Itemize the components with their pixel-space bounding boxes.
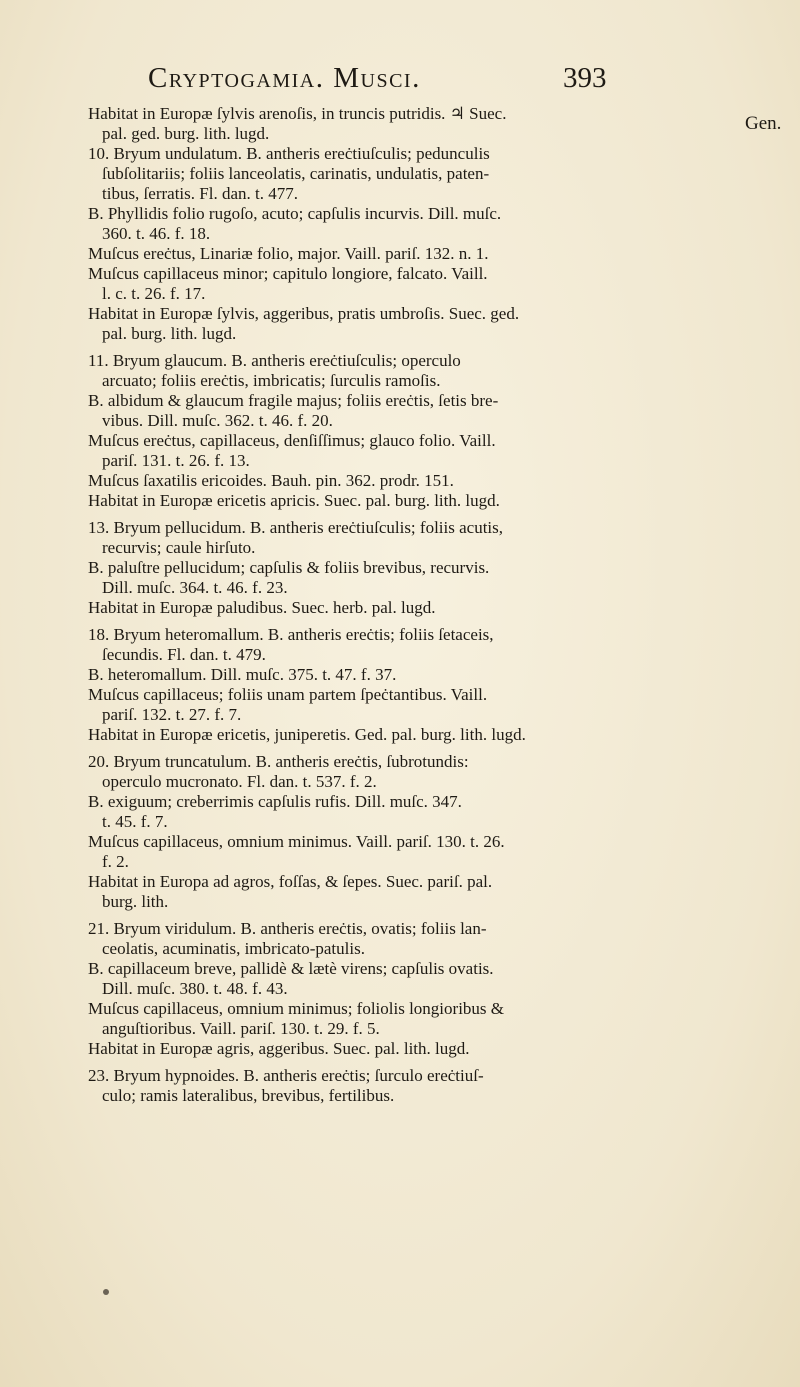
text-line: Muſcus ereċtus, Linariæ folio, major. Vaill. pariſ. 132. n. 1. bbox=[88, 244, 489, 263]
entry-heading: 20. Bryum truncatulum. B. antheris ereċtis, ſubrotundis: bbox=[88, 752, 469, 771]
ink-dot bbox=[103, 1289, 109, 1295]
entry-heading: 21. Bryum viridulum. B. antheris ereċtis, ovatis; foliis lan- bbox=[88, 919, 487, 938]
text-line: B. heteromallum. Dill. muſc. 375. t. 47. f. 37. bbox=[88, 665, 397, 684]
text-line: tibus, ſerratis. Fl. dan. t. 477. bbox=[102, 184, 298, 203]
text-line: t. 45. f. 7. bbox=[102, 812, 168, 831]
text-line: anguſtioribus. Vaill. pariſ. 130. t. 29. f. 5. bbox=[102, 1019, 380, 1038]
text-line: Habitat in Europæ ſylvis, aggeribus, pratis umbroſis. Suec. ged. bbox=[88, 304, 520, 323]
entry-heading: 18. Bryum heteromallum. B. antheris ereċtis; foliis ſetaceis, bbox=[88, 625, 494, 644]
entry-heading: 10. Bryum undulatum. B. antheris ereċtiuſculis; pedunculis bbox=[88, 144, 490, 163]
text-line: Habitat in Europæ ericetis, juniperetis. Ged. pal. burg. lith. lugd. bbox=[88, 725, 526, 744]
text-line: ſubſolitariis; foliis lanceolatis, carinatis, undulatis, paten- bbox=[102, 164, 490, 183]
text-line: 360. t. 46. f. 18. bbox=[102, 224, 211, 243]
text-line: Muſcus capillaceus, omnium minimus; foliolis longioribus & bbox=[88, 999, 505, 1018]
text-line: arcuato; foliis ereċtis, imbricatis; ſurculis ramoſis. bbox=[102, 371, 441, 390]
text-line: Habitat in Europæ paludibus. Suec. herb. pal. lugd. bbox=[88, 598, 436, 617]
text-line: Dill. muſc. 364. t. 46. f. 23. bbox=[102, 578, 288, 597]
text-line: Muſcus capillaceus minor; capitulo longiore, falcato. Vaill. bbox=[88, 264, 488, 283]
page-body bbox=[88, 104, 728, 1106]
text-line: burg. lith. bbox=[102, 892, 169, 911]
text-line: pal. ged. burg. lith. lugd. bbox=[102, 124, 270, 143]
text-line: B. exiguum; creberrimis capſulis rufis. Dill. muſc. 347. bbox=[88, 792, 462, 811]
text-line: culo; ramis lateralibus, brevibus, fertilibus. bbox=[102, 1086, 395, 1105]
entry-heading: 13. Bryum pellucidum. B. antheris ereċtiuſculis; foliis acutis, bbox=[88, 518, 504, 537]
text-line: ſecundis. Fl. dan. t. 479. bbox=[102, 645, 266, 664]
text-line: Muſcus ſaxatilis ericoides. Bauh. pin. 362. prodr. 151. bbox=[88, 471, 454, 490]
text-line: Habitat in Europa ad agros, foſſas, & ſepes. Suec. pariſ. pal. bbox=[88, 872, 493, 891]
text-line: vibus. Dill. muſc. 362. t. 46. f. 20. bbox=[102, 411, 333, 430]
text-line: recurvis; caule hirſuto. bbox=[102, 538, 256, 557]
text-line: pariſ. 132. t. 27. f. 7. bbox=[102, 705, 242, 724]
text-line: Muſcus ereċtus, capillaceus, denſiſſimus; glauco folio. Vaill. bbox=[88, 431, 496, 450]
margin-note: Gen. bbox=[745, 113, 782, 134]
text-line: B. capillaceum breve, pallidè & lætè virens; capſulis ovatis. bbox=[88, 959, 494, 978]
text-line: B. paluſtre pellucidum; capſulis & foliis brevibus, recurvis. bbox=[88, 558, 490, 577]
text-line: Dill. muſc. 380. t. 48. f. 43. bbox=[102, 979, 288, 998]
text-line: Muſcus capillaceus, omnium minimus. Vaill. pariſ. 130. t. 26. bbox=[88, 832, 505, 851]
text-line: Habitat in Europæ agris, aggeribus. Suec. pal. lith. lugd. bbox=[88, 1039, 470, 1058]
text-line: Habitat in Europæ ericetis apricis. Suec. pal. burg. lith. lugd. bbox=[88, 491, 500, 510]
page-number: 393 bbox=[563, 62, 607, 94]
entry-heading: 11. Bryum glaucum. B. antheris ereċtiuſculis; operculo bbox=[88, 351, 461, 370]
running-title: Cryptogamia. Musci. bbox=[148, 62, 421, 94]
text-line: B. albidum & glaucum fragile majus; foliis ereċtis, ſetis bre- bbox=[88, 391, 499, 410]
text-line: l. c. t. 26. f. 17. bbox=[102, 284, 206, 303]
text-line: Habitat in Europæ ſylvis arenoſis, in truncis putridis. ♃ Suec. bbox=[88, 104, 507, 123]
text-line: Muſcus capillaceus; foliis unam partem ſpeċtantibus. Vaill. bbox=[88, 685, 488, 704]
text-line: f. 2. bbox=[102, 852, 129, 871]
text-line: ceolatis, acuminatis, imbricato-patulis. bbox=[102, 939, 365, 958]
text-line: B. Phyllidis folio rugoſo, acuto; capſulis incurvis. Dill. muſc. bbox=[88, 204, 502, 223]
text-line: pal. burg. lith. lugd. bbox=[102, 324, 237, 343]
text-line: operculo mucronato. Fl. dan. t. 537. f. 2. bbox=[102, 772, 377, 791]
entry-heading: 23. Bryum hypnoides. B. antheris ereċtis; ſurculo ereċtiuſ- bbox=[88, 1066, 484, 1085]
text-line: pariſ. 131. t. 26. f. 13. bbox=[102, 451, 250, 470]
page-header bbox=[0, 62, 800, 102]
